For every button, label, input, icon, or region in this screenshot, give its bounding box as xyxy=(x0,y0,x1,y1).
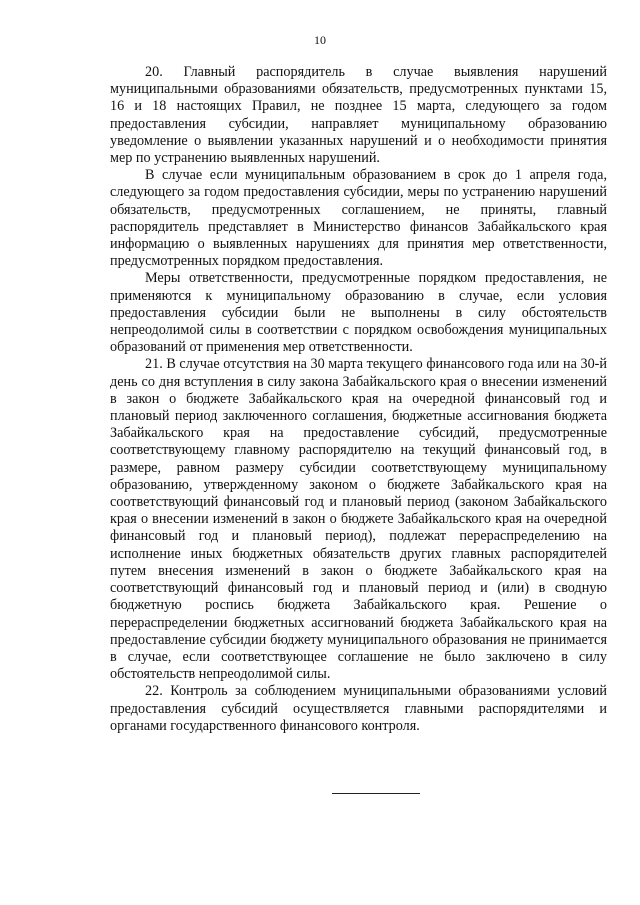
paragraph-20: 20. Главный распорядитель в случае выявления нарушений муниципальными образованиями обязательств, предусмотренных пунктами 15, 16 и 18 настоящих Правил, не позднее 15 марта, следующего за годом предоставления субсидии, направляет муниципальному образованию уведомление о выявлении указанных нарушений и о необходимости принятия мер по устранению выявленных нарушений. xyxy=(110,64,607,167)
paragraph-21: 21. В случае отсутствия на 30 марта текущего финансового года или на 30-й день со дня вступления в силу закона Забайкальского края о внесении изменений в закон о бюджете Забайкальского края на очередной финансовый год и плановый период заключенного соглашения, бюджетные ассигнования бюджета Забайкальского края на предоставление субсидий, предусмотренные соответствующему главному распорядителю на текущий финансовый год, в размере, равном размеру субсидии соответствующему муниципальному образованию, утвержденному законом о бюджете Забайкальского края на соответствующий финансовый год и плановый период (законом Забайкальского края о внесении изменений в закон о бюджете Забайкальского края на очередной финансовый год и плановый период), подлежат перераспределению на исполнение иных бюджетных обязательств других главных распорядителей путем внесения изменений в закон о бюджете Забайкальского края на соответствующий финансовый год и плановый период и (или) в сводную бюджетную роспись бюджета Забайкальского края. Решение о перераспределении бюджетных ассигнований бюджета Забайкальского края на предоставление субсидии бюджету муниципального образования не принимается в случае, если соответствующее соглашение не было заключено в силу обстоятельств непреодолимой силы. xyxy=(110,356,607,683)
page-number: 10 xyxy=(314,33,326,47)
end-divider xyxy=(332,793,420,794)
paragraph-20-part-2: В случае если муниципальным образованием в срок до 1 апреля года, следующего за годом предоставления субсидии, меры по устранению нарушений обязательств, предусмотренных соглашением, не приняты, главный распорядитель представляет в Министерство финансов Забайкальского края информацию о выявленных нарушениях для принятия мер ответственности, предусмотренных порядком предоставления. xyxy=(110,167,607,270)
paragraph-20-part-3: Меры ответственности, предусмотренные порядком предоставления, не применяются к муниципальному образованию в случае, если условия предоставления субсидии были не выполнены в силу обстоятельств непреодолимой силы в соответствии с порядком освобождения муниципальных образований от применения мер ответственности. xyxy=(110,270,607,356)
paragraph-22: 22. Контроль за соблюдением муниципальными образованиями условий предоставления субсидий осуществляется главными распорядителями и органами государственного финансового контроля. xyxy=(110,683,607,734)
document-body xyxy=(110,64,607,735)
